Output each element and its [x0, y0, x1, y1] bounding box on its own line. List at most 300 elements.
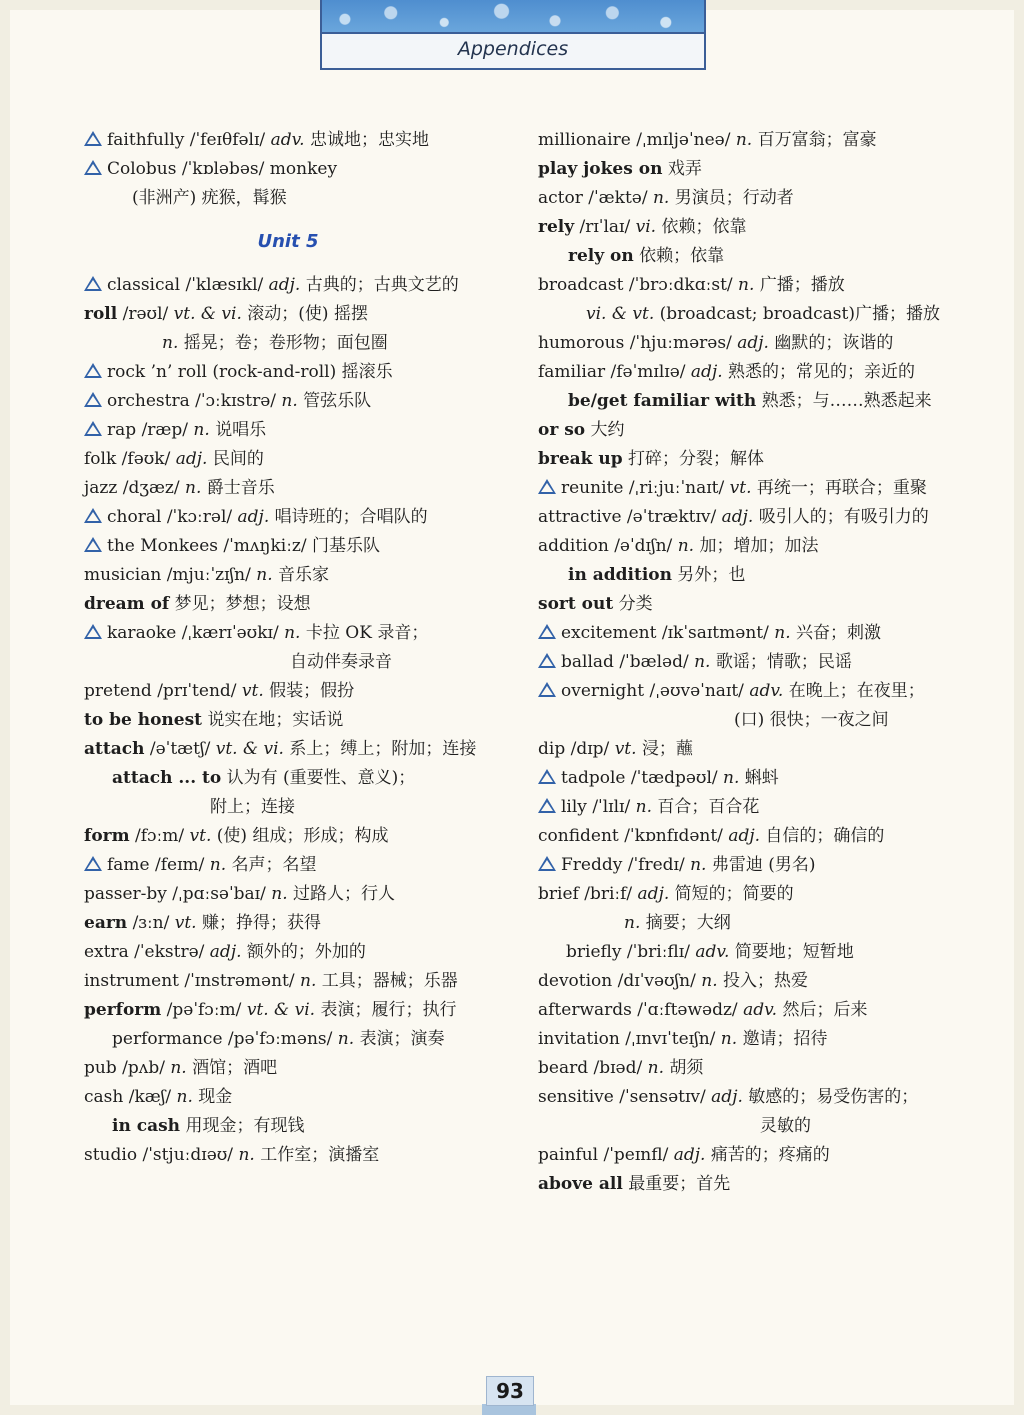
- vocab-meaning: 说唱乐: [215, 420, 267, 440]
- vocab-part-of-speech: n.: [300, 971, 317, 991]
- vocab-meaning: 打碎；分裂；解体: [628, 449, 765, 469]
- vocab-meaning: 简要地；短暂地: [734, 942, 854, 962]
- vocab-part-of-speech: adj.: [721, 507, 754, 527]
- vocab-meaning: (非洲产) 疣猴，髯猴: [132, 188, 287, 208]
- vocab-part-of-speech: adv.: [743, 1000, 778, 1020]
- vocab-meaning: 百万富翁；富豪: [757, 130, 877, 150]
- vocab-word: sort out: [538, 594, 614, 614]
- vocab-entry: [84, 851, 504, 880]
- vocab-word: orchestra: [107, 391, 190, 411]
- vocab-pronunciation: /ˈkɒləbəs/: [181, 159, 265, 179]
- vocab-meaning: 名声；名望: [231, 855, 317, 875]
- vocab-part-of-speech: adj.: [673, 1145, 706, 1165]
- vocab-pronunciation: /bɪəd/: [593, 1058, 643, 1078]
- vocab-part-of-speech: vi.: [635, 217, 657, 237]
- appendices-header: [320, 0, 706, 70]
- vocab-meaning: 最重要；首先: [628, 1174, 731, 1194]
- vocab-pronunciation: /ɜːn/: [132, 913, 170, 933]
- vocab-word: humorous: [538, 333, 625, 353]
- vocab-word: pretend: [84, 681, 152, 701]
- vocab-entry: [538, 938, 978, 967]
- vocab-entry: [538, 764, 978, 793]
- vocab-meaning: 兴奋；刺激: [796, 623, 882, 643]
- vocab-meaning: 额外的；外加的: [246, 942, 366, 962]
- vocab-meaning: 摇晃；卷；卷形物；面包圈: [183, 333, 388, 353]
- vocab-word: in cash: [112, 1116, 181, 1136]
- vocab-word: perform: [84, 1000, 162, 1020]
- vocab-pronunciation: /fəˈmɪlɪə/: [610, 362, 686, 382]
- vocab-meaning: 认为有 (重要性、意义)；: [226, 768, 416, 788]
- vocab-entry: [538, 155, 978, 184]
- triangle-outline-icon: [538, 479, 556, 494]
- vocab-pronunciation: /ˈtædpəʊl/: [630, 768, 718, 788]
- vocab-word: millionaire: [538, 130, 631, 150]
- vocab-meaning: 戏弄: [667, 159, 702, 179]
- triangle-outline-icon: [84, 624, 102, 639]
- vocab-entry: [538, 445, 978, 474]
- vocab-pronunciation: /fɔːm/: [135, 826, 185, 846]
- vocab-pronunciation: /ˈæktə/: [588, 188, 648, 208]
- vocab-part-of-speech: vt. & vi.: [173, 304, 242, 324]
- vocab-word-tail: monkey: [269, 159, 338, 179]
- vocab-meaning: 浸；蘸: [641, 739, 693, 759]
- vocab-meaning: 大约: [590, 420, 625, 440]
- vocab-entry: [84, 358, 504, 387]
- vocab-entry: [538, 532, 978, 561]
- vocab-entry: [538, 1025, 978, 1054]
- vocab-word: actor: [538, 188, 583, 208]
- vocab-meaning: 男演员；行动者: [674, 188, 794, 208]
- vocab-pronunciation: /dɪp/: [570, 739, 610, 759]
- vocab-meaning: 梦见；梦想；设想: [174, 594, 311, 614]
- vocab-entry: [538, 503, 978, 532]
- vocab-pronunciation: /əˈtætʃ/: [149, 739, 211, 759]
- vocab-meaning: 加；增加；加法: [699, 536, 819, 556]
- vocab-part-of-speech: n.: [238, 1145, 255, 1165]
- vocab-part-of-speech: adv.: [270, 130, 305, 150]
- vocab-meaning: 在晚上；在夜里；: [788, 681, 925, 701]
- vocab-entry: [538, 329, 978, 358]
- vocab-pronunciation: /əˈdɪʃn/: [614, 536, 673, 556]
- triangle-outline-icon: [538, 856, 556, 871]
- vocab-part-of-speech: n.: [176, 1087, 193, 1107]
- vocab-meaning: 说实在地；实话说: [207, 710, 344, 730]
- vocab-pronunciation: /ˌəʊvəˈnaɪt/: [649, 681, 744, 701]
- vocab-entry: [84, 735, 504, 764]
- vocab-word: instrument: [84, 971, 179, 991]
- vocab-pronunciation: /ˌmɪljəˈneə/: [636, 130, 731, 150]
- vocab-entry: [538, 213, 978, 242]
- vocab-pronunciation: /dʒæz/: [122, 478, 180, 498]
- vocab-meaning: 投入；热爱: [723, 971, 809, 991]
- vocab-word: sensitive: [538, 1087, 614, 1107]
- vocab-entry: [84, 155, 504, 184]
- vocab-word: ballad: [561, 652, 614, 672]
- vocab-pronunciation: /ˈkɔːrəl/: [166, 507, 233, 527]
- vocab-entry: [538, 561, 978, 590]
- vocab-word: tadpole: [561, 768, 626, 788]
- vocab-part-of-speech: n.: [652, 188, 670, 208]
- vocab-entry: [84, 387, 504, 416]
- vocab-pronunciation: /ˈfeɪθfəlɪ/: [189, 130, 266, 150]
- vocab-pronunciation: /ˌpɑːsəˈbaɪ/: [172, 884, 266, 904]
- vocab-entry: [538, 1170, 978, 1199]
- vocab-part-of-speech: n.: [735, 130, 753, 150]
- vocab-word: performance: [112, 1029, 223, 1049]
- vocab-meaning: 系上；缚上；附加；连接: [289, 739, 477, 759]
- vocab-pronunciation: /ɪkˈsaɪtmənt/: [661, 623, 769, 643]
- vocab-entry: [538, 126, 978, 155]
- vocab-part-of-speech: n.: [256, 565, 273, 585]
- vocab-pronunciation: /kæʃ/: [128, 1087, 172, 1107]
- vocab-entry: [84, 1054, 504, 1083]
- vocab-entry: [538, 648, 978, 677]
- vocab-entry: [84, 793, 504, 822]
- vocab-entry: [84, 1025, 504, 1054]
- triangle-outline-icon: [84, 276, 102, 291]
- vocab-entry: [538, 1141, 978, 1170]
- vocab-word: choral: [107, 507, 162, 527]
- vocab-entry: [538, 996, 978, 1025]
- triangle-outline-icon: [84, 160, 102, 175]
- vocab-word: attractive: [538, 507, 622, 527]
- vocab-meaning: 赚；挣得；获得: [202, 913, 321, 933]
- vocab-entry: [538, 793, 978, 822]
- triangle-outline-icon: [84, 537, 102, 552]
- vocab-meaning: 摘要；大纲: [645, 913, 731, 933]
- vocab-part-of-speech: vt.: [241, 681, 264, 701]
- vocab-part-of-speech: n.: [624, 913, 641, 933]
- vocab-entry: [84, 474, 504, 503]
- vocab-word: roll: [84, 304, 118, 324]
- vocab-word: fame: [107, 855, 150, 875]
- vocab-word: briefly: [566, 942, 622, 962]
- vocab-meaning: 自信的；确信的: [765, 826, 885, 846]
- vocab-meaning: 简短的；简要的: [674, 884, 794, 904]
- vocab-part-of-speech: adv.: [749, 681, 784, 701]
- vocab-word: familiar: [538, 362, 606, 382]
- vocab-word: musician: [84, 565, 162, 585]
- vocab-pronunciation: /ˈbrɔːdkɑːst/: [628, 275, 733, 295]
- vocab-word: be/get familiar with: [568, 391, 757, 411]
- vocab-entry: [538, 1112, 978, 1141]
- vocab-pronunciation: /ˈbriːflɪ/: [626, 942, 690, 962]
- triangle-outline-icon: [538, 653, 556, 668]
- vocab-entry: [538, 358, 978, 387]
- unit-heading: Unit 5: [257, 231, 319, 252]
- vocab-word: rely on: [568, 246, 634, 266]
- vocab-meaning: 工作室；演播室: [260, 1145, 380, 1165]
- vocabulary-column-right: [538, 126, 978, 1199]
- triangle-outline-icon: [84, 856, 102, 871]
- vocab-meaning: 工具；器械；乐器: [321, 971, 458, 991]
- vocab-pronunciation: /ˈɪnstrəmənt/: [184, 971, 295, 991]
- vocab-entry: [84, 909, 504, 938]
- vocab-pronunciation: /prɪˈtend/: [157, 681, 237, 701]
- vocab-meaning: 灵敏的: [760, 1116, 811, 1136]
- vocab-entry: [84, 271, 504, 300]
- vocab-entry: [538, 967, 978, 996]
- vocab-entry: [84, 184, 504, 213]
- vocab-meaning: 唱诗班的；合唱队的: [274, 507, 428, 527]
- vocab-entry: [84, 445, 504, 474]
- vocab-part-of-speech: n.: [738, 275, 755, 295]
- vocab-part-of-speech: adj.: [209, 942, 242, 962]
- vocab-word: faithfully: [107, 130, 185, 150]
- vocab-word: Colobus: [107, 159, 177, 179]
- vocab-pronunciation: /ræp/: [141, 420, 189, 440]
- page-number: 93: [486, 1376, 534, 1406]
- vocab-pronunciation: /dɪˈvəʊʃn/: [617, 971, 696, 991]
- vocab-word: the Monkees: [107, 536, 218, 556]
- triangle-outline-icon: [84, 363, 102, 378]
- vocab-meaning: 歌谣；情歌；民谣: [715, 652, 852, 672]
- vocab-entry: [84, 300, 504, 329]
- header-wave-band: [322, 0, 704, 34]
- vocab-meaning: 然后；后来: [782, 1000, 868, 1020]
- vocab-part-of-speech: n.: [185, 478, 202, 498]
- vocab-meaning: 蝌蚪: [744, 768, 779, 788]
- vocab-part-of-speech: n.: [647, 1058, 664, 1078]
- vocab-pronunciation: /pəˈfɔːməns/: [227, 1029, 333, 1049]
- vocab-word: brief: [538, 884, 579, 904]
- vocab-part-of-speech: n.: [723, 768, 740, 788]
- vocab-entry: [84, 561, 504, 590]
- vocab-part-of-speech: adj.: [728, 826, 761, 846]
- vocab-entry: [84, 880, 504, 909]
- vocab-word: addition: [538, 536, 609, 556]
- vocab-word: folk: [84, 449, 117, 469]
- vocab-part-of-speech: vt.: [174, 913, 197, 933]
- vocab-part-of-speech: adj.: [637, 884, 670, 904]
- triangle-outline-icon: [538, 682, 556, 697]
- vocab-meaning: 过路人；行人: [293, 884, 396, 904]
- vocab-word: pub: [84, 1058, 117, 1078]
- vocab-meaning: 广播；播放: [759, 275, 845, 295]
- vocab-part-of-speech: vi. & vt.: [586, 304, 655, 324]
- vocab-part-of-speech: adv.: [695, 942, 730, 962]
- vocab-meaning: 弗雷迪 (男名): [711, 855, 816, 875]
- vocab-word: devotion: [538, 971, 613, 991]
- vocab-entry: [538, 735, 978, 764]
- vocab-entry: [538, 387, 978, 416]
- triangle-outline-icon: [538, 798, 556, 813]
- vocab-pronunciation: /ˈɔːkɪstrə/: [195, 391, 276, 411]
- triangle-outline-icon: [84, 131, 102, 146]
- vocab-entry: [538, 242, 978, 271]
- vocab-part-of-speech: n.: [271, 884, 288, 904]
- vocab-word: cash: [84, 1087, 124, 1107]
- vocab-pronunciation: /feɪm/: [155, 855, 205, 875]
- vocab-meaning: 滚动；(使) 摇摆: [247, 304, 368, 324]
- vocab-meaning: 依赖；依靠: [639, 246, 725, 266]
- vocab-meaning: (使) 组成；形成；构成: [216, 826, 389, 846]
- vocab-part-of-speech: n.: [694, 652, 711, 672]
- vocab-pronunciation: /ˈsensətɪv/: [619, 1087, 706, 1107]
- header-title: Appendices: [457, 38, 569, 60]
- vocab-word: classical: [107, 275, 181, 295]
- vocab-word: confident: [538, 826, 619, 846]
- vocab-meaning: 摇滚乐: [341, 362, 393, 382]
- vocab-word: lily: [561, 797, 587, 817]
- vocab-word: or so: [538, 420, 586, 440]
- vocab-entry: [538, 1083, 978, 1112]
- vocab-entry: [84, 1083, 504, 1112]
- vocab-entry: [538, 706, 978, 735]
- vocab-entry: [84, 764, 504, 793]
- vocab-part-of-speech: n.: [774, 623, 791, 643]
- vocab-meaning: (口) 很快；一夜之间: [734, 710, 889, 730]
- vocab-pronunciation: /ˈklæsɪkl/: [185, 275, 264, 295]
- vocab-entry: [84, 996, 504, 1025]
- vocab-pronunciation: /pəˈfɔːm/: [166, 1000, 242, 1020]
- vocab-pronunciation: /ˌɪnvɪˈteɪʃn/: [625, 1029, 716, 1049]
- vocab-word: break up: [538, 449, 623, 469]
- vocab-pronunciation: /ˈɑːftəwədz/: [637, 1000, 738, 1020]
- vocab-pronunciation: /ˌkærɪˈəʊkɪ/: [181, 623, 279, 643]
- vocab-word: attach: [84, 739, 145, 759]
- vocab-meaning: 酒馆；酒吧: [192, 1058, 278, 1078]
- vocab-pronunciation: /fəʊk/: [121, 449, 171, 469]
- vocab-entry: [538, 1054, 978, 1083]
- vocab-entry: [84, 126, 504, 155]
- vocab-word: to be honest: [84, 710, 203, 730]
- vocab-meaning: 熟悉的；常见的；亲近的: [728, 362, 916, 382]
- vocab-word: above all: [538, 1174, 623, 1194]
- vocab-meaning: 再统一；再联合；重聚: [756, 478, 927, 498]
- vocab-word: rock ’n’ roll (rock-and-roll): [107, 362, 337, 382]
- vocab-pronunciation: /rɪˈlaɪ/: [579, 217, 631, 237]
- vocab-pronunciation: /ˈfredɪ/: [627, 855, 685, 875]
- vocab-entry: [84, 648, 504, 677]
- vocab-entry: [84, 1112, 504, 1141]
- vocab-entry: [538, 909, 978, 938]
- vocab-meaning: 假装；假扮: [269, 681, 355, 701]
- vocab-word: rap: [107, 420, 137, 440]
- vocab-word: in addition: [568, 565, 672, 585]
- vocab-entry: [538, 590, 978, 619]
- vocab-entry: [538, 880, 978, 909]
- vocab-part-of-speech: adj.: [268, 275, 301, 295]
- vocab-entry: [84, 822, 504, 851]
- vocab-word: excitement: [561, 623, 657, 643]
- vocab-part-of-speech: n.: [281, 391, 298, 411]
- vocab-pronunciation: /ˈkɒnfɪdənt/: [624, 826, 723, 846]
- vocab-entry: [84, 329, 504, 358]
- vocab-part-of-speech: vt.: [189, 826, 212, 846]
- vocab-meaning: 百合；百合花: [657, 797, 760, 817]
- vocab-meaning: 依赖；依靠: [661, 217, 747, 237]
- vocab-pronunciation: /ˌriːjuːˈnaɪt/: [628, 478, 725, 498]
- vocab-word: broadcast: [538, 275, 624, 295]
- vocab-part-of-speech: vt.: [729, 478, 752, 498]
- vocab-word: karaoke: [107, 623, 177, 643]
- vocab-pronunciation: /ˈlɪlɪ/: [592, 797, 631, 817]
- vocab-part-of-speech: vt. & vi.: [246, 1000, 316, 1020]
- vocab-word: extra: [84, 942, 129, 962]
- vocab-entry: [538, 184, 978, 213]
- vocab-word: studio: [84, 1145, 138, 1165]
- vocab-meaning: 吸引人的；有吸引力的: [758, 507, 929, 527]
- vocab-entry: [84, 532, 504, 561]
- vocab-part-of-speech: n.: [193, 420, 210, 440]
- triangle-outline-icon: [84, 508, 102, 523]
- vocab-meaning: 敏感的；易受伤害的；: [748, 1087, 919, 1107]
- vocab-entry: [84, 967, 504, 996]
- vocab-meaning: 表演；履行；执行: [320, 1000, 457, 1020]
- vocab-meaning: 自动伴奏录音: [290, 652, 392, 672]
- vocab-meaning: 现金: [198, 1087, 233, 1107]
- vocab-entry: [84, 677, 504, 706]
- vocab-entry: [538, 271, 978, 300]
- vocab-part-of-speech: n.: [337, 1029, 355, 1049]
- vocab-part-of-speech: n.: [284, 623, 301, 643]
- vocab-pronunciation: /ˈhjuːmərəs/: [629, 333, 732, 353]
- vocab-entry: [84, 416, 504, 445]
- vocabulary-column-left: [84, 126, 504, 1170]
- vocab-part-of-speech: n.: [690, 855, 707, 875]
- vocab-entry: [84, 619, 504, 648]
- vocab-word: dream of: [84, 594, 170, 614]
- vocab-entry: [538, 300, 978, 329]
- vocab-part-of-speech: adj.: [711, 1087, 743, 1107]
- vocab-entry: [538, 851, 978, 880]
- vocab-meaning: 卡拉 OK 录音；: [305, 623, 429, 643]
- vocab-part-of-speech: adj.: [175, 449, 208, 469]
- vocab-part-of-speech: vt. & vi.: [215, 739, 284, 759]
- vocab-part-of-speech: n.: [162, 333, 179, 353]
- vocab-part-of-speech: n.: [677, 536, 695, 556]
- triangle-outline-icon: [538, 769, 556, 784]
- vocab-part-of-speech: adj.: [237, 507, 270, 527]
- vocab-entry: [84, 590, 504, 619]
- vocab-word: passer-by: [84, 884, 167, 904]
- vocab-entry: [538, 474, 978, 503]
- vocab-entry: [84, 1141, 504, 1170]
- vocab-part-of-speech: adj.: [690, 362, 723, 382]
- vocab-pronunciation: /ˈstjuːdɪəʊ/: [142, 1145, 234, 1165]
- vocab-meaning: 邀请；招待: [742, 1029, 828, 1049]
- vocab-pronunciation: /ˈpeɪnfl/: [603, 1145, 669, 1165]
- vocab-meaning: 音乐家: [278, 565, 330, 585]
- vocab-word: beard: [538, 1058, 589, 1078]
- vocab-entry: [538, 619, 978, 648]
- vocab-part-of-speech: n.: [701, 971, 718, 991]
- vocab-word: form: [84, 826, 130, 846]
- vocab-word: reunite: [561, 478, 624, 498]
- vocab-word: Freddy: [561, 855, 623, 875]
- vocab-meaning: 用现金；有现钱: [185, 1116, 305, 1136]
- vocab-word: attach ... to: [112, 768, 222, 788]
- vocab-meaning: 管弦乐队: [303, 391, 372, 411]
- vocab-entry: [538, 416, 978, 445]
- vocab-meaning: 民间的: [212, 449, 264, 469]
- vocab-part-of-speech: vt.: [614, 739, 637, 759]
- vocab-meaning: 胡须: [669, 1058, 704, 1078]
- vocab-pronunciation: /ˈekstrə/: [134, 942, 205, 962]
- vocab-word: rely: [538, 217, 575, 237]
- vocab-part-of-speech: n.: [170, 1058, 187, 1078]
- triangle-outline-icon: [84, 392, 102, 407]
- vocab-part-of-speech: n.: [209, 855, 227, 875]
- vocab-meaning: 忠诚地；忠实地: [310, 130, 429, 150]
- vocab-meaning: 表演；演奏: [359, 1029, 445, 1049]
- vocab-meaning: 另外；也: [677, 565, 746, 585]
- vocab-meaning: 分类: [618, 594, 653, 614]
- vocab-part-of-speech: n.: [635, 797, 652, 817]
- vocab-entry: [538, 822, 978, 851]
- vocab-word: jazz: [84, 478, 118, 498]
